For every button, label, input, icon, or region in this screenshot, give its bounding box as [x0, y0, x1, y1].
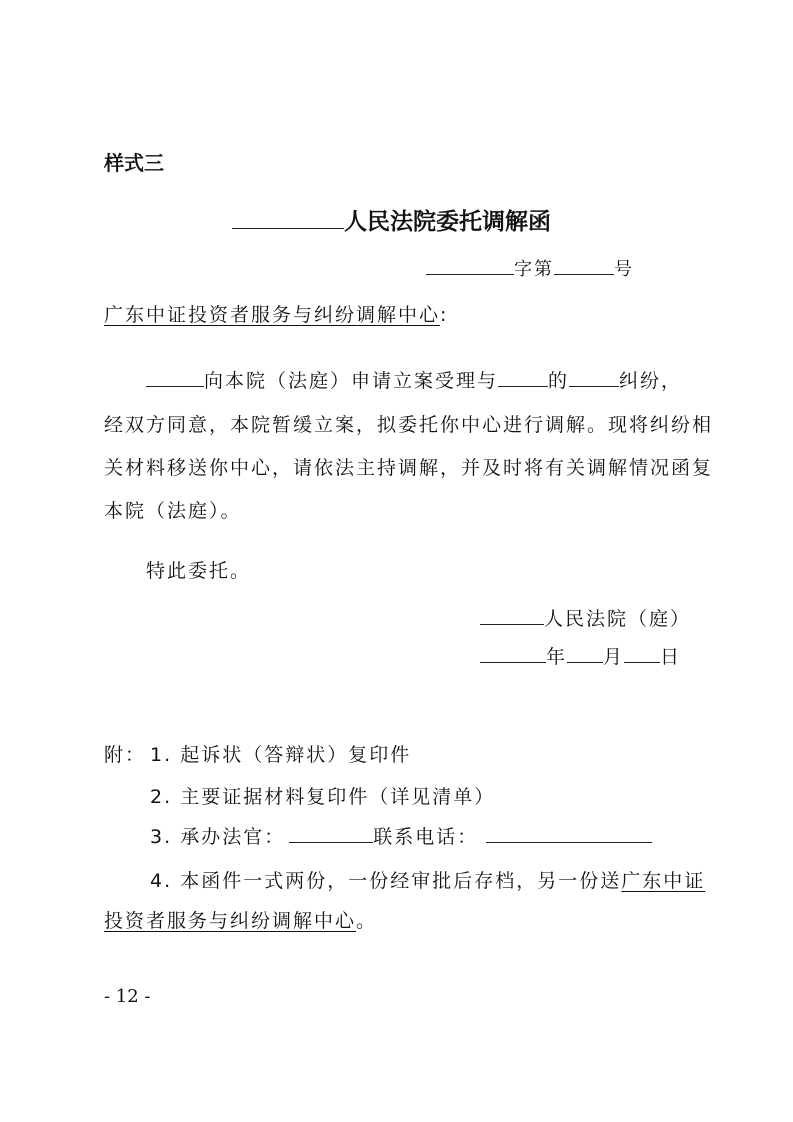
doc-year-blank	[426, 256, 514, 275]
day-blank	[624, 643, 660, 663]
judge-label: 承办法官：	[180, 826, 286, 848]
attachment-4-text: 本函件一式两份，一份经审批后存档，另一份送	[180, 870, 622, 892]
body-seg-3: 纠纷，	[619, 370, 683, 392]
doc-zi-di: 字第	[514, 259, 554, 280]
attachment-1-text: 起诉状（答辩状）复印件	[180, 744, 412, 766]
respondent-blank	[498, 367, 548, 387]
doc-number-row	[426, 255, 634, 281]
applicant-blank	[146, 367, 204, 387]
year-label: 年	[546, 646, 568, 668]
judge-blank	[289, 823, 373, 843]
attachment-4-org-part2: 投资者服务与纠纷调解中心	[104, 910, 357, 932]
recipient-name: 广东中证投资者服务与纠纷调解中心	[104, 304, 441, 326]
attachment-4-num: 4.	[150, 870, 173, 892]
attachment-item-3	[150, 822, 652, 849]
attachment-4-end: 。	[356, 910, 378, 932]
page-title: 人民法院委托调解函	[344, 209, 551, 235]
body-line-3: 关材料移送你中心，请依法主持调解，并及时将有关调解情况函复	[104, 457, 714, 479]
phone-label: 联系电话：	[373, 826, 479, 848]
entrust-line: 特此委托。	[146, 560, 252, 582]
body-line-2: 经双方同意，本院暂缓立案，拟委托你中心进行调解。现将纠纷相	[104, 414, 714, 436]
body-line-1	[146, 366, 682, 393]
attachment-4-org-part1: 广东中证	[621, 870, 706, 892]
attachment-3-num: 3.	[150, 826, 173, 848]
attachment-1-num: 1.	[150, 744, 173, 766]
signature-court: 人民法院（庭）	[544, 608, 692, 630]
attachment-item-1	[104, 740, 411, 767]
court-name-blank	[232, 205, 344, 229]
signature-court-blank	[480, 605, 544, 625]
day-label: 日	[660, 646, 682, 668]
body-seg-2: 的	[548, 370, 570, 392]
title-row	[232, 203, 551, 236]
doc-hao: 号	[614, 259, 634, 280]
attachment-2-text: 主要证据材料复印件（详见清单）	[180, 786, 496, 808]
attachment-prefix: 附：	[104, 744, 147, 766]
year-blank	[480, 643, 546, 663]
attachment-item-2	[150, 782, 495, 809]
attachment-item-4-cont	[104, 906, 377, 933]
recipient-row	[104, 300, 448, 327]
body-line-4: 本院（法庭）。	[104, 500, 242, 522]
signature-court-row	[480, 604, 691, 631]
month-label: 月	[603, 646, 625, 668]
recipient-colon: :	[440, 304, 449, 326]
month-blank	[567, 643, 603, 663]
form-label: 样式三	[104, 151, 164, 175]
dispute-type-blank	[569, 367, 619, 387]
phone-blank	[486, 823, 652, 843]
body-seg-1: 向本院（法庭）申请立案受理与	[204, 370, 499, 392]
page-number: - 12 -	[104, 986, 151, 1007]
doc-number-blank	[554, 256, 614, 275]
attachment-item-4	[150, 866, 705, 893]
attachment-2-num: 2.	[150, 786, 173, 808]
signature-date-row	[480, 642, 681, 669]
